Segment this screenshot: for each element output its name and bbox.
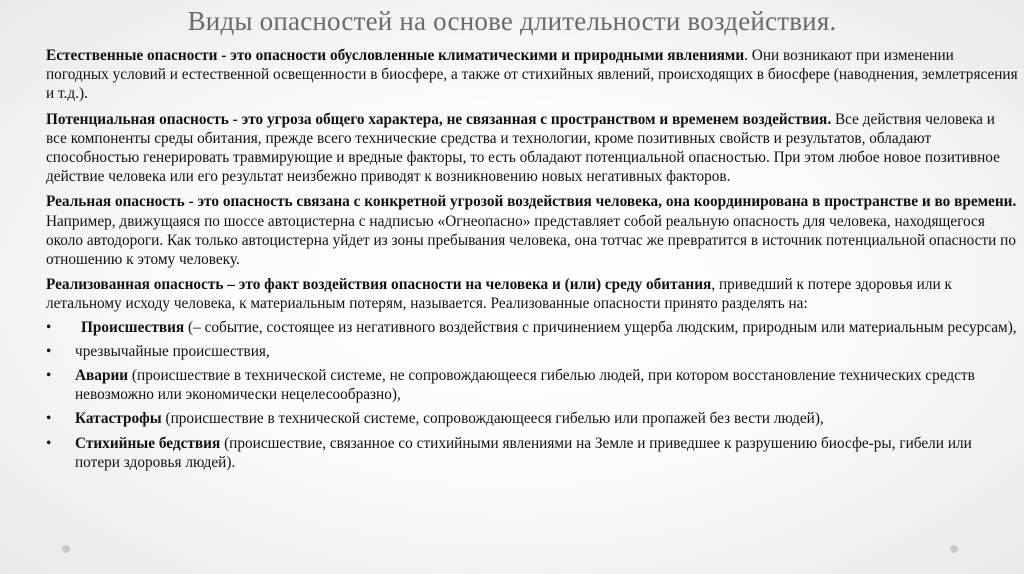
list-item-text: (происшествие, связанное со стихийными явлениями на Земле и приведшее к разрушению биосфе-ры, гибели или потери здоровья людей). (75, 434, 972, 471)
list-item (46, 342, 1018, 361)
list-item (46, 318, 1018, 337)
realized-hazard-types-list (46, 318, 1018, 472)
paragraph-bold-lead: Реальная опасность - это опасность связана с конкретной угрозой воздействия человека, она координирована в пространстве и во времени. (46, 193, 1017, 211)
list-item-text: (– событие, состоящее из негативного воздействия с причинением ущерба людским, природным или материальным ресурсам), (184, 318, 1017, 336)
list-item-text: (происшествие в технической системе, сопровождающееся гибелью или пропажей без вести людей), (161, 410, 824, 428)
paragraph-bold-lead: Естественные опасности - это опасности обусловленные климатическими и природными явлениями (46, 47, 745, 64)
list-item-text: (происшествие в технической системе, не сопровождающееся гибелью людей, при котором восстановление технических средств невозможно или экономически нецелесообразно), (75, 367, 975, 404)
decorative-dot-left (62, 545, 70, 553)
paragraph-text: Все действия человека и все компоненты среды обитания, прежде всего технические средства и технологии, кроме позитивных свойств и результатов, обладают способностью генерировать травмирующие и вредные факторы, то есть обладают потенциальной опасностью. При этом любое новое позитивное действие человека или его результат неизбежно приводят к возникновению новых негативных факторов. (46, 110, 1000, 186)
bullet-marker: • (46, 342, 52, 360)
bullet-marker: • (46, 434, 52, 452)
list-item (46, 434, 1018, 472)
slide-title: Виды опасностей на основе длительности воздействия. (187, 6, 837, 36)
list-item (46, 366, 1018, 404)
bullet-marker: • (46, 318, 52, 336)
bullet-marker: • (46, 367, 52, 385)
list-item-text: чрезвычайные происшествия, (75, 342, 270, 360)
paragraph-natural-hazards (46, 46, 1018, 104)
list-item (46, 409, 1018, 428)
list-item-bold: Происшествия (81, 318, 185, 336)
bullet-marker: • (46, 410, 52, 428)
paragraph-text: , приведший к потере здоровья или к летальному исходу человека, к материальным потерям, называется. Реализованные опасности принято разделять на: (46, 276, 952, 313)
slide-body (46, 46, 1018, 477)
paragraph-realized-hazard (46, 275, 1018, 313)
list-item-bold: Катастрофы (75, 410, 162, 428)
list-item-bold: Аварии (75, 367, 129, 385)
list-item-bold: Стихийные бедствия (75, 434, 221, 452)
paragraph-text: . Они возникают при изменении погодных условий и естественной освещенности в биосфере, а также от стихийных явлений, происходящих в биосфере (наводнения, землетрясения и т.д.). (46, 47, 1018, 103)
paragraph-bold-lead: Потенциальная опасность - это угроза общего характера, не связанная с пространством и временем воздействия. (46, 110, 832, 128)
decorative-dot-right (950, 545, 958, 553)
paragraph-text: Например, движущаяся по шоссе автоцистерна с надписью «Огнеопасно» представляет собой реальную опасность для человека, находящегося около автодороги. Как только автоцистерна уйдет из зоны пребывания человека, она тотчас же превратится в источник потенциальной опасности по отношению к этому человеку. (46, 212, 1016, 269)
paragraph-bold-lead: Реализованная опасность – это факт воздействия опасности на человека и (или) среду обитания (46, 276, 712, 294)
paragraph-real-hazard (46, 192, 1018, 269)
paragraph-potential-hazard (46, 110, 1018, 187)
